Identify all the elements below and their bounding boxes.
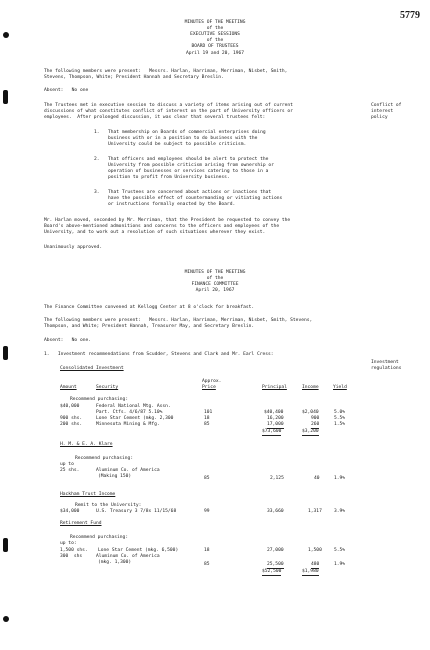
row-yield: 5.5% [334,416,346,421]
section-retirement: Retirement Fund [60,521,102,526]
row-price: 18 [204,416,210,421]
page-number: 5779 [400,10,420,21]
finance-header-line: FINANCE COMMITTEE [191,282,239,287]
finance-header-date: April 20, 1967 [195,288,235,293]
row-security: Lone Star Cement (mkg. 2,300 [96,416,174,421]
header-line: of the [206,26,224,31]
item-number: 2. [94,157,100,162]
row-income: 1,317 [308,509,322,514]
item-text: have the possible effect of countermanding or vitiating actions [108,196,283,201]
row-amount: $34,000 [60,509,80,514]
convened-line: The Finance Committee convened at Kellogg Center at 8 o'clock for breakfast. [44,305,255,310]
row-principal: $40,400 [264,410,284,415]
row-price: 101 [204,410,213,415]
absent-line: Absent: No one [44,88,89,93]
remit-label: Remit to the University: [75,503,142,508]
total-income: $3,200 [302,429,319,436]
total-principal: $73,600 [262,429,281,436]
row-principal: 2,125 [270,476,284,481]
header-line: BOARD OF TRUSTEES [191,44,239,49]
row-income: $2,040 [302,410,319,415]
row-principal: 25,500 [267,562,284,569]
header-line: MINUTES OF THE MEETING [184,20,246,25]
row-principal: 16,200 [267,416,284,421]
row-income: 40 [314,476,320,481]
item-text: That officers and employees should be alert to protect the [108,157,269,162]
row-security: Aluminum Co. of America [96,468,160,473]
margin-note: Investment [371,360,399,365]
margin-note: Conflict of [371,103,402,108]
intro-text: The Trustees met in executive session to discuss a variety of items arising out of current [44,103,293,108]
row-yield: 3.9% [334,509,346,514]
row-principal: 33,660 [267,509,284,514]
col-header-amount: Amount [60,385,77,390]
members-present-cont: Stevens, Thompson, White; President Hannah and Secretary Breslin. [44,75,224,80]
row-yield: 1.5% [334,422,346,427]
finance-absent: Absent: No one. [44,338,92,343]
recommendation-heading: 1. Investment recommendations from Scudder, Stevens and Clark and Mr. Earl Cress: [44,352,274,357]
col-header-principal: Principal [262,385,287,390]
finance-header-line: MINUTES OF THE MEETING [184,270,246,275]
row-security: (mkg. 1,300) [98,560,132,565]
total-income: $1,980 [302,569,319,576]
margin-note: interest [371,109,394,114]
finance-present: The following members were present: Messrs. Harlan, Harriman, Merriman, Nisbet, Smith, Stevens, [44,318,313,323]
row-yield: 5.0% [334,410,346,415]
item-number: 1. [94,130,100,135]
approval-line: Unanimously approved. [44,245,103,250]
item-text: That membership on Boards of commercial enterprises doing [108,130,266,135]
intro-text: discussions of what constitutes conflict of interest on the part of University officers or [44,109,293,114]
punch-hole-dot [3,616,9,622]
section-consolidated: Consolidated Investment [60,366,124,371]
row-price: 18 [204,548,210,553]
recommend-label: Recommend purchasing: [70,535,129,540]
binder-hole [3,90,8,104]
row-principal: 17,000 [267,422,284,429]
row-price: 85 [204,422,210,427]
up-to-label: up to [60,462,74,467]
col-header-approx: Approx. [202,379,222,384]
item-text: business with or in a position to do business with the [108,136,258,141]
recommend-label: Recommend purchasing: [75,456,134,461]
row-income: 900 [311,416,320,421]
row-amount: 200 shs. [60,422,83,427]
row-amount: 900 shs. [60,416,83,421]
row-income: 260 [311,422,319,429]
total-principal: $52,500 [262,569,281,576]
item-text: operation of businesses or services catering to those in a [108,169,269,174]
row-principal: 27,000 [267,548,284,553]
intro-text: employees. After prolonged discussion, it was clear that several trustees felt: [44,115,266,120]
row-security: Aluminum Co. of America [96,554,160,559]
row-yield: 1.9% [334,562,346,567]
row-security: Part. Ctfs. 4/6/87 5.10% [96,410,163,415]
item-number: 3. [94,190,100,195]
binder-hole [3,346,8,360]
row-amount: 25 shs. [60,468,80,473]
col-header-yield: Yield [333,385,347,390]
item-text: That Trustees are concerned about actions or inactions that [108,190,272,195]
item-text: position to profit from University business. [108,175,230,180]
row-income: 1,500 [308,548,322,553]
col-header-income: Income [302,385,319,390]
row-security: U.S. Treasury 3 7/8s 11/15/68 [96,509,177,514]
item-text: or instructions formally enacted by the Board. [108,202,236,207]
row-income: 480 [311,562,319,569]
header-line: of the [206,38,224,43]
margin-note: regulations [371,366,402,371]
row-amount: $40,000 [60,404,80,409]
header-date: April 19 and 20, 1967 [185,51,245,56]
item-text: University from possible criticism arising from ownership or [108,163,274,168]
row-price: 85 [204,476,210,481]
binder-hole [3,538,8,552]
col-header-price: Price [202,385,216,390]
margin-note: policy [371,115,388,120]
row-security: (Making 150) [98,474,132,479]
row-price: 99 [204,509,210,514]
row-security: Minnesota Mining & Mfg. [96,422,160,427]
row-yield: 5.5% [334,548,346,553]
header-line: EXECUTIVE SESSIONS [190,32,240,37]
finance-header-line: of the [206,276,224,281]
row-security: Federal National Mtg. Assn. [96,404,171,409]
motion-text: Board's above-mentioned admonitions and concerns to the officers and employees of the [44,224,280,229]
row-amount: 300 shs [60,554,83,559]
members-present: The following members were present: Messrs. Harlan, Harriman, Merriman, Nisbet, Smith, [44,69,288,74]
up-to-label: up to: [60,541,77,546]
row-price: 85 [204,562,210,567]
section-klare: H. M. & E. A. Klare [60,442,113,447]
finance-present-cont: Thompson, and White; President Hannah, Treasurer May, and Secretary Breslin. [44,324,255,329]
row-amount: 1,500 shs. [60,548,88,553]
motion-text: Mr. Harlan moved, seconded by Mr. Merriman, that the President be requested to convey the [44,218,291,223]
row-yield: 1.9% [334,476,346,481]
row-security: Lone Star Cement (mkg. 6,500) [98,548,179,553]
recommend-label: Recommend purchasing: [70,397,129,402]
motion-text: University, and to work out a resolution of such situations wherever they exist. [44,230,266,235]
section-hackham: Hackham Trust Income [60,492,116,497]
col-header-security: Security [96,385,119,390]
item-text: University could be subject to possible criticism. [108,142,247,147]
